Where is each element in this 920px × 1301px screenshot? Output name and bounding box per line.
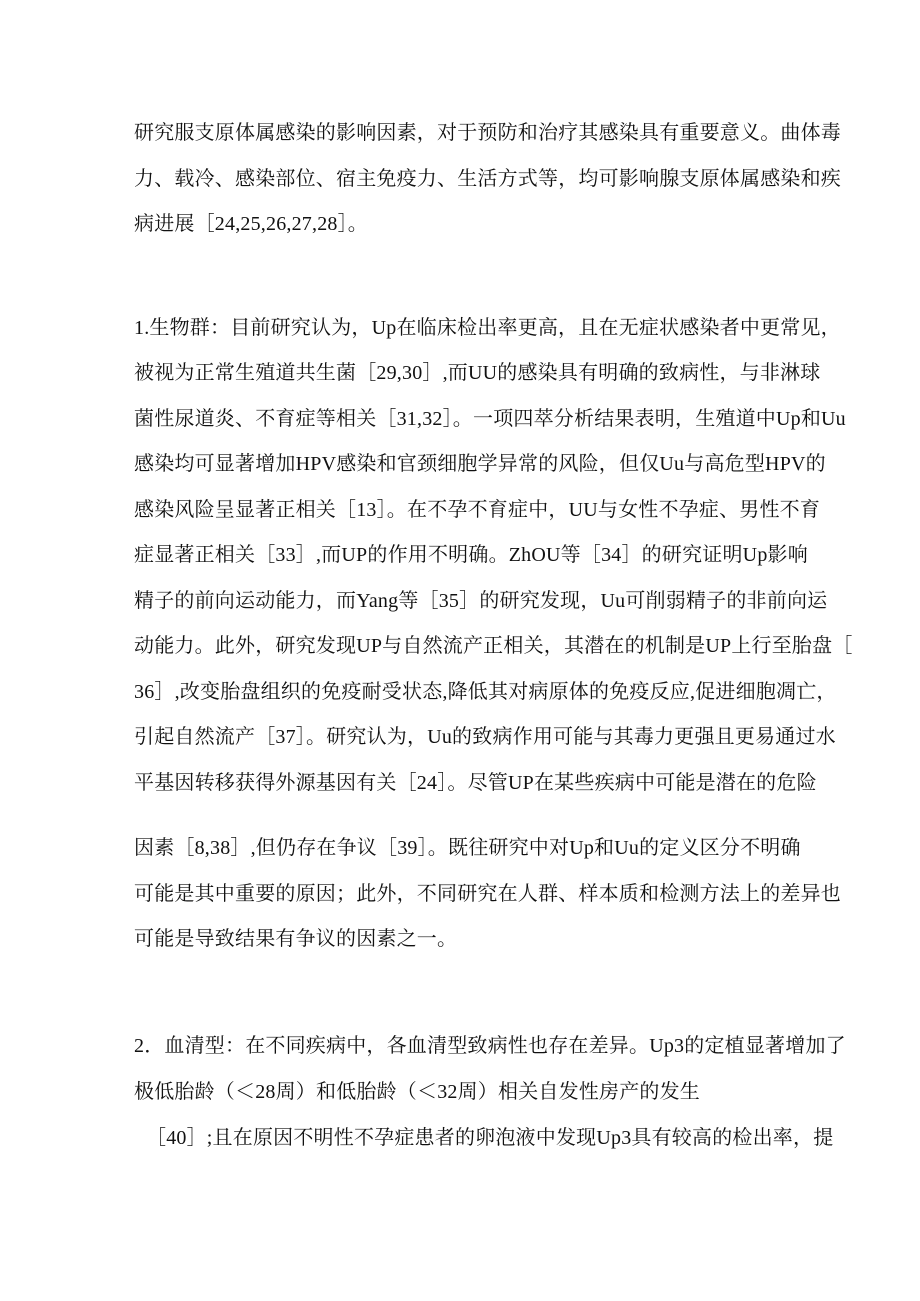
text-line: 感染风险呈显著正相关［13］。在不孕不育症中，UU与女性不孕症、男性不育 — [134, 499, 821, 521]
text-line: 可能是其中重要的原因；此外，不同研究在人群、样本质和检测方法上的差异也 — [134, 883, 841, 905]
text-line: 研究服支原体属感染的影响因素，对于预防和治疗其感染具有重要意义。曲体毒 — [134, 122, 841, 144]
text-line: 感染均可显著增加HPV感染和官颈细胞学异常的风险，但仅Uu与高危型HPV的 — [134, 453, 826, 475]
text-line: 动能力。此外，研究发现UP与自然流产正相关，其潜在的机制是UP上行至胎盘［ — [134, 635, 853, 657]
text-line: 因素［8,38］,但仍存在争议［39］。既往研究中对Up和Uu的定义区分不明确 — [134, 837, 801, 859]
text-line: 精子的前向运动能力，而Yang等［35］的研究发现，Uu可削弱精子的非前向运 — [134, 590, 828, 612]
text-line: 菌性尿道炎、不育症等相关［31,32］。一项四萃分析结果表明，生殖道中Up和Uu — [134, 408, 846, 430]
text-line: 平基因转移获得外源基因有关［24］。尽管UP在某些疾病中可能是潜在的危险 — [134, 772, 817, 794]
text-line: 极低胎龄（＜28周）和低胎龄（＜32周）相关自发性房产的发生 — [134, 1081, 700, 1103]
text-line: 可能是导致结果有争议的因素之一。 — [134, 928, 458, 950]
text-line: 引起自然流产［37］。研究认为，Uu的致病作用可能与其毒力更强且更易通过水 — [134, 726, 836, 748]
text-line: 力、载冷、感染部位、宿主免疫力、生活方式等，均可影响腺支原体属感染和疾 — [134, 168, 841, 190]
text-line: 被视为正常生殖道共生菌［29,30］,而UU的感染具有明确的致病性，与非淋球 — [134, 362, 821, 384]
text-line: ［40］;且在原因不明性不孕症患者的卵泡液中发现Up3具有较高的检出率，提 — [146, 1127, 834, 1149]
text-line: 症显著正相关［33］,而UP的作用不明确。ZhOU等［34］的研究证明Up影响 — [134, 544, 808, 566]
section-heading-line: 1.生物群：目前研究认为，Up在临床检出率更高，且在无症状感染者中更常见， — [134, 317, 841, 339]
text-line: 病进展［24,25,26,27,28］。 — [134, 213, 368, 235]
section-heading-line: 2．血清型：在不同疾病中，各血清型致病性也存在差异。Up3的定植显著增加了 — [134, 1035, 846, 1057]
text-line: 36］,改变胎盘组织的免疫耐受状态,降低其对病原体的免疫反应,促进细胞凋亡， — [134, 681, 837, 703]
